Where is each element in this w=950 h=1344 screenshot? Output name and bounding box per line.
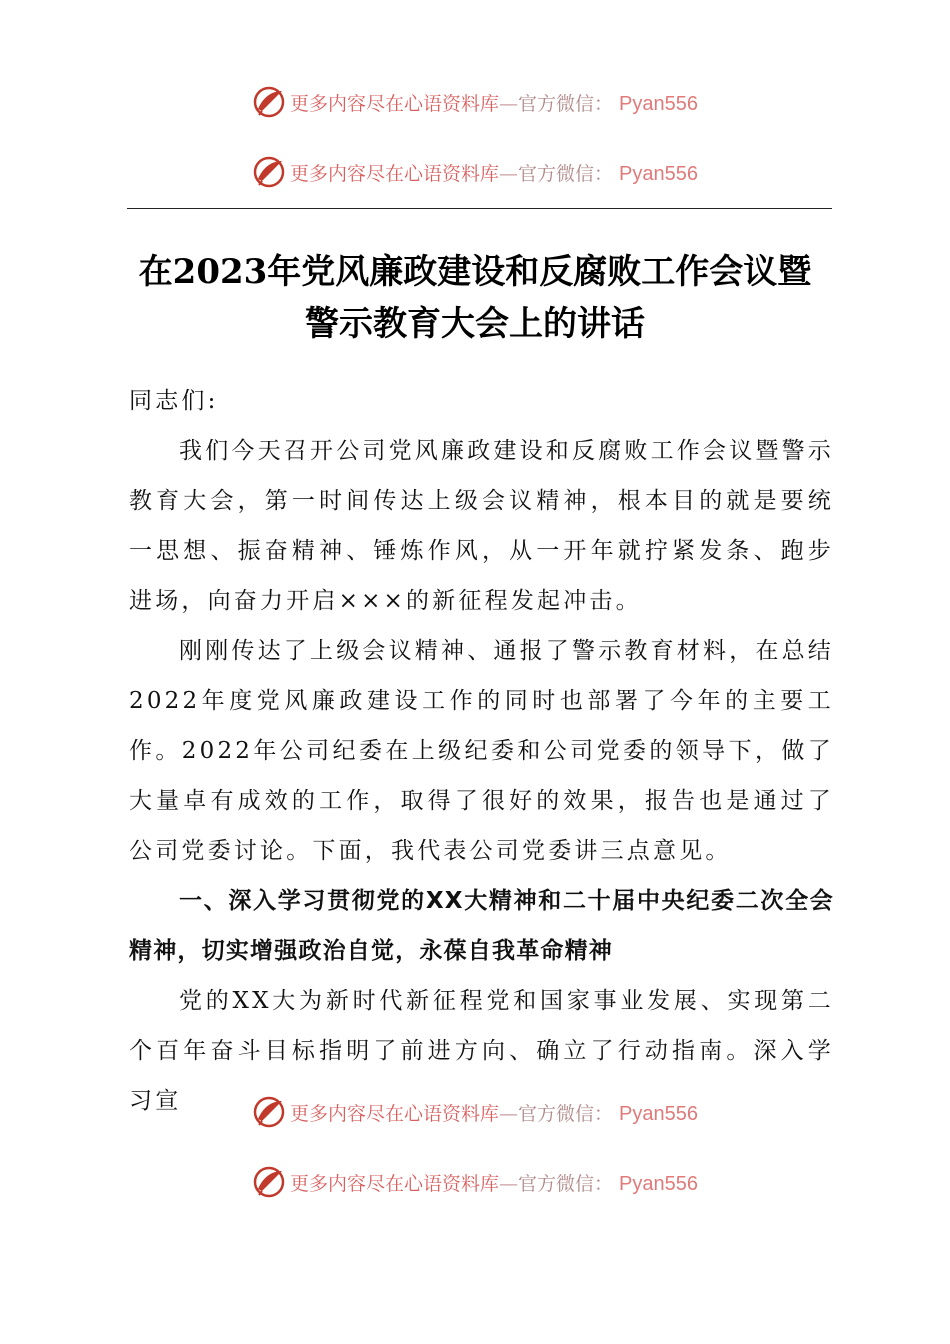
pen-logo-icon — [252, 85, 286, 119]
watermark-dash: — — [499, 1172, 519, 1195]
watermark-main-text: 更多内容尽在心语资料库 — [290, 92, 500, 115]
watermark-sub-text: 官方微信： — [518, 162, 614, 185]
watermark-wechat-id: Pyan556 — [619, 1102, 698, 1125]
section-1-paragraph: 党的XX大为新时代新征程党和国家事业发展、实现第二个百年奋斗目标指明了前进方向、确立了行动指南。深入学习宣 — [129, 988, 834, 1114]
watermark-main-text: 更多内容尽在心语资料库 — [290, 162, 500, 185]
pen-logo-icon — [252, 155, 286, 189]
watermark-sub-text: 官方微信： — [518, 92, 614, 115]
body-paragraph-2: 刚刚传达了上级会议精神、通报了警示教育材料，在总结2022年度党风廉政建设工作的同时也部署了今年的主要工作。2022年公司纪委在上级纪委和公司党委的领导下，做了大量卓有成效的工作，取得了很好的效果，报告也是通过了公司党委讨论。下面，我代表公司党委讲三点意见。 — [129, 638, 834, 864]
title-line-1: 在2023年党风廉政建设和反腐败工作会议暨 — [138, 252, 812, 292]
watermark-main-text: 更多内容尽在心语资料库 — [290, 1102, 500, 1125]
watermark-wechat-id: Pyan556 — [619, 1172, 698, 1195]
watermark-banner-top-1 — [0, 80, 950, 124]
body-paragraph-1: 我们今天召开公司党风廉政建设和反腐败工作会议暨警示教育大会，第一时间传达上级会议精神，根本目的就是要统一思想、振奋精神、锤炼作风，从一开年就拧紧发条、跑步进场，向奋力开启×××的新征程发起冲击。 — [129, 438, 834, 614]
pen-logo-icon — [252, 1165, 286, 1199]
watermark-banner-bottom-2 — [0, 1160, 950, 1204]
watermark-sub-text: 官方微信： — [518, 1102, 614, 1125]
title-line-2: 警示教育大会上的讲话 — [305, 304, 645, 344]
document-title — [100, 246, 850, 350]
pen-logo-icon — [252, 1095, 286, 1129]
watermark-banner-bottom-1 — [0, 1090, 950, 1134]
watermark-sub-text: 官方微信： — [518, 1172, 614, 1195]
watermark-banner-top-2 — [0, 150, 950, 194]
watermark-dash: — — [499, 1102, 519, 1125]
salutation: 同志们: — [129, 388, 219, 414]
header-divider — [127, 208, 832, 209]
watermark-main-text: 更多内容尽在心语资料库 — [290, 1172, 500, 1195]
watermark-wechat-id: Pyan556 — [619, 92, 698, 115]
watermark-dash: — — [499, 162, 519, 185]
watermark-wechat-id: Pyan556 — [619, 162, 698, 185]
watermark-dash: — — [499, 92, 519, 115]
document-body — [129, 376, 834, 1126]
section-heading-1: 一、深入学习贯彻党的XX大精神和二十届中央纪委二次全会精神，切实增强政治自觉，永葆自我革命精神 — [129, 888, 834, 964]
